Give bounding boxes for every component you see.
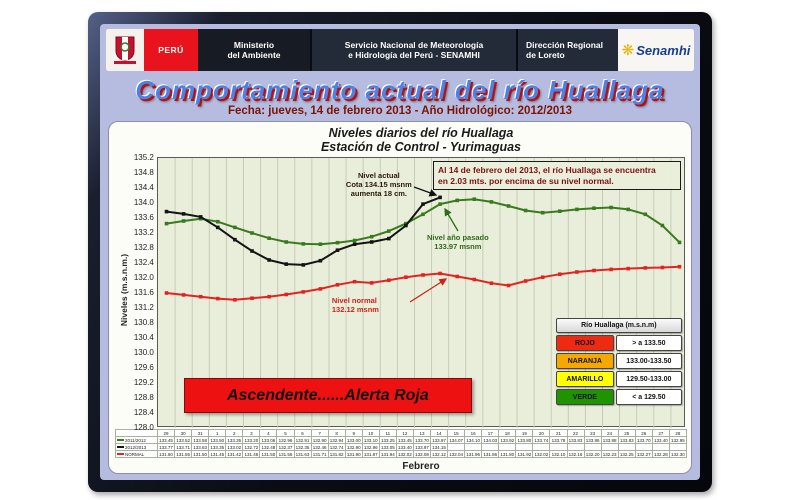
value-cell: 132.35 [295, 444, 310, 450]
value-cell: 133.45 [159, 437, 173, 443]
value-cell: 131.71 [312, 451, 327, 457]
y-tick-label: 134.8 [133, 167, 154, 177]
value-cell: 131.63 [295, 451, 310, 457]
y-tick-label: 132.4 [133, 257, 154, 267]
value-cell: 132.28 [653, 451, 668, 457]
plot-area [157, 157, 685, 427]
value-cell: 131.56 [278, 451, 293, 457]
header-country-label [144, 29, 198, 71]
value-cell: 132.74 [329, 444, 344, 450]
y-tick-label: 128.4 [133, 407, 154, 417]
value-cell: 133.71 [176, 444, 190, 450]
annotation-normal-l2: 132.12 msnm [331, 305, 379, 314]
date-line: Fecha: jueves, 14 de febrero 2013 - Año Hidrológico: 2012/2013 [227, 105, 573, 117]
header-ministry-label [198, 29, 310, 71]
service-line2: e Hidrología del Perú - SENAMHI [348, 50, 480, 60]
annotation-current-level [310, 171, 448, 198]
value-cell [567, 444, 584, 451]
value-cell [669, 444, 686, 451]
alert-level-legend [556, 318, 682, 407]
value-cell: 134.07 [449, 437, 463, 443]
value-cell: 132.90 [346, 444, 361, 450]
annotation-lastyear-level [398, 233, 518, 251]
value-cell: 132.27 [636, 451, 651, 457]
value-cell: 133.20 [244, 437, 259, 443]
y-tick-label: 134.0 [133, 197, 154, 207]
value-cell: 133.63 [193, 444, 208, 450]
value-cell: 133.50 [210, 437, 225, 443]
table-row [116, 444, 687, 451]
header-service-label [310, 29, 518, 71]
day-header-cell: 27 [652, 430, 669, 437]
value-cell: 133.02 [227, 444, 242, 450]
value-cell: 133.45 [398, 437, 412, 443]
value-cell: 131.87 [363, 451, 378, 457]
day-header-cell: 4 [260, 430, 277, 437]
y-tick-label: 135.2 [133, 152, 154, 162]
day-header-cell: 30 [175, 430, 192, 437]
annotation-arrow-lastyear [445, 209, 458, 231]
value-cell: 134.03 [483, 437, 498, 443]
value-cell: 132.46 [312, 444, 327, 450]
value-cell: 132.91 [295, 437, 310, 443]
value-cell: 133.40 [398, 444, 412, 450]
senamhi-logo [618, 29, 694, 71]
annotation-normal-level [320, 296, 432, 314]
day-header-cell: 20 [533, 430, 550, 437]
y-tick-label: 134.4 [133, 182, 154, 192]
table-row [116, 437, 687, 444]
value-cell: 133.88 [602, 437, 617, 443]
day-header-cell: 23 [584, 430, 601, 437]
y-tick-label: 131.2 [133, 302, 154, 312]
value-cell: 133.05 [380, 444, 395, 450]
series-label-cell: 2011/2012 [116, 437, 158, 444]
value-cell: 131.80 [500, 451, 515, 457]
value-cell: 131.96 [466, 451, 481, 457]
page-title: Comportamiento actual del río Huallaga [135, 75, 665, 105]
day-header-cell: 28 [669, 430, 686, 437]
value-cell: 132.23 [602, 451, 617, 457]
value-cell: 133.86 [585, 437, 600, 443]
series-label-cell: NORMAL [116, 451, 158, 458]
value-cell: 133.40 [653, 437, 668, 443]
annotation-normal-l1: Nivel normal [331, 296, 377, 305]
day-header-cell: 26 [635, 430, 652, 437]
value-cell: 132.04 [449, 451, 463, 457]
value-cell: 132.16 [568, 451, 583, 457]
table-header-row [116, 430, 687, 437]
table-row [116, 451, 687, 458]
value-cell: 131.86 [483, 451, 498, 457]
value-cell: 131.60 [159, 451, 173, 457]
y-tick-label: 132.8 [133, 242, 154, 252]
region-line2: de Loreto [526, 50, 565, 60]
y-tick-label: 129.6 [133, 362, 154, 372]
value-cell: 131.45 [210, 451, 225, 457]
value-cell: 133.78 [551, 437, 566, 443]
y-tick-label: 131.6 [133, 287, 154, 297]
value-cell: 131.50 [193, 451, 208, 457]
legend-name-verde: VERDE [556, 389, 614, 405]
day-header-cell: 18 [499, 430, 516, 437]
day-header-cell: 8 [328, 430, 345, 437]
legend-row-rojo [556, 335, 682, 351]
value-cell: 132.90 [312, 437, 327, 443]
value-cell: 132.10 [551, 451, 566, 457]
chart-subtitle: Estación de Control - Yurimaguas [320, 140, 522, 154]
chart-title: Niveles diarios del río Huallaga [328, 126, 514, 140]
value-cell: 131.46 [244, 451, 259, 457]
value-cell [550, 444, 567, 451]
annotation-lastyear-l1: Nivel año pasado [427, 233, 489, 242]
value-cell: 133.92 [500, 437, 515, 443]
day-header-cell: 12 [396, 430, 413, 437]
value-cell: 133.58 [193, 437, 208, 443]
outer-frame [88, 12, 712, 492]
value-cell: 133.83 [619, 437, 634, 443]
annotation-current-l2: Cota 134.15 msnm [345, 180, 412, 189]
chart-card [108, 121, 692, 474]
legend-range-verde: < a 129.50 [616, 389, 682, 405]
value-cell: 133.80 [517, 437, 532, 443]
region-line1: Dirección Regional [526, 40, 603, 50]
value-cell [601, 444, 618, 451]
legend-name-amarillo: AMARILLO [556, 371, 614, 387]
day-header-cell: 29 [158, 430, 175, 437]
day-header-cell: 7 [311, 430, 328, 437]
ministry-line2: del Ambiente [227, 50, 281, 60]
value-cell [584, 444, 601, 451]
value-cell: 132.95 [671, 437, 685, 443]
value-cell: 133.70 [415, 437, 429, 443]
value-cell: 133.52 [176, 437, 190, 443]
header-region-label [518, 29, 618, 71]
value-cell: 134.15 [432, 444, 446, 450]
y-tick-label: 133.6 [133, 212, 154, 222]
y-tick-label: 130.8 [133, 317, 154, 327]
day-header-cell: 2 [226, 430, 243, 437]
legend-row-amarillo [556, 371, 682, 387]
day-header-cell: 9 [345, 430, 362, 437]
value-cell: 131.90 [346, 451, 361, 457]
value-cell: 132.72 [244, 444, 259, 450]
value-cell [482, 444, 499, 451]
value-cell: 132.08 [415, 451, 429, 457]
ministry-line1: Ministerio [233, 40, 275, 50]
annotation-current-l1: Nivel actual [358, 171, 400, 180]
service-line1: Servicio Nacional de Meteorología [344, 40, 484, 50]
day-header-cell: 17 [482, 430, 499, 437]
value-cell: 133.10 [363, 437, 378, 443]
value-cell: 133.97 [432, 437, 446, 443]
value-cell: 134.10 [466, 437, 481, 443]
value-cell: 133.97 [415, 444, 429, 450]
day-header-cell: 11 [379, 430, 396, 437]
value-cell [652, 444, 669, 451]
country-text: PERÚ [158, 45, 184, 55]
day-header-cell: 25 [618, 430, 635, 437]
value-cell: 132.20 [585, 451, 600, 457]
value-cell: 131.92 [517, 451, 532, 457]
value-cell: 132.25 [619, 451, 634, 457]
value-cell: 133.70 [636, 437, 651, 443]
day-header-cell: 24 [601, 430, 618, 437]
series-label-cell: 2012/2013 [116, 444, 158, 451]
legend-row-naranja [556, 353, 682, 369]
y-tick-label: 130.0 [133, 347, 154, 357]
report-panel [100, 24, 700, 480]
value-cell [618, 444, 635, 451]
value-cell [448, 444, 465, 451]
status-line1: Al 14 de febrero del 2013, el río Huallaga se encuentra [438, 165, 656, 175]
value-cell: 132.94 [329, 437, 344, 443]
series-marker-icon [117, 439, 124, 441]
value-cell: 131.55 [176, 451, 190, 457]
annotation-lastyear-l2: 133.97 msnm [434, 242, 482, 251]
daily-values-table [115, 429, 687, 458]
x-axis-title: Febrero [402, 461, 440, 472]
value-cell: 131.42 [227, 451, 242, 457]
value-cell: 133.83 [568, 437, 583, 443]
value-cell: 131.82 [329, 451, 344, 457]
value-cell: 133.35 [210, 444, 225, 450]
y-axis-title [115, 157, 129, 427]
value-cell: 133.25 [380, 437, 395, 443]
legend-row-verde [556, 389, 682, 405]
institutional-header [106, 29, 694, 71]
value-cell [499, 444, 516, 451]
value-cell: 133.00 [346, 437, 361, 443]
annotation-current-l3: aumenta 18 cm. [350, 189, 407, 198]
y-tick-label: 128.0 [133, 422, 154, 432]
value-cell: 133.74 [534, 437, 549, 443]
day-header-cell: 21 [550, 430, 567, 437]
value-cell: 132.02 [534, 451, 549, 457]
day-header-cell: 13 [413, 430, 430, 437]
value-cell: 132.30 [671, 451, 685, 457]
peru-coat-of-arms-icon [106, 29, 144, 71]
value-cell: 132.48 [261, 444, 276, 450]
legend-title: Río Huallaga (m.s.n.m) [556, 318, 682, 333]
day-header-cell: 15 [448, 430, 465, 437]
value-cell [635, 444, 652, 451]
value-cell: 133.77 [159, 444, 173, 450]
day-header-cell: 31 [192, 430, 209, 437]
day-header-cell: 10 [362, 430, 379, 437]
value-cell: 133.35 [227, 437, 242, 443]
day-header-cell: 16 [465, 430, 482, 437]
series-marker-icon [117, 446, 124, 448]
day-header-cell: 6 [294, 430, 311, 437]
legend-name-naranja: NARANJA [556, 353, 614, 369]
legend-range-rojo: > a 133.50 [616, 335, 682, 351]
legend-range-amarillo: 129.50-133.00 [616, 371, 682, 387]
day-header-cell: 19 [516, 430, 533, 437]
value-cell: 132.12 [432, 451, 446, 457]
chart-area [115, 152, 685, 432]
value-cell: 133.06 [261, 437, 276, 443]
value-cell: 132.37 [278, 444, 293, 450]
y-tick-label: 128.8 [133, 392, 154, 402]
value-cell: 132.96 [363, 444, 378, 450]
senamhi-flower-icon: ❋ [621, 42, 635, 59]
day-header-cell: 3 [243, 430, 260, 437]
value-cell: 131.94 [380, 451, 395, 457]
y-axis-ticks [129, 152, 157, 432]
value-cell [465, 444, 482, 451]
value-cell: 131.50 [261, 451, 276, 457]
status-info-box [433, 161, 681, 190]
y-tick-label: 132.0 [133, 272, 154, 282]
value-cell [516, 444, 533, 451]
series-marker-icon [117, 453, 124, 455]
senamhi-wordmark: Senamhi [636, 42, 691, 58]
value-cell: 132.02 [398, 451, 412, 457]
day-header-cell: 14 [431, 430, 448, 437]
legend-name-rojo: ROJO [556, 335, 614, 351]
alert-status-banner: Ascendente......Alerta Roja [184, 378, 472, 413]
y-tick-label: 130.4 [133, 332, 154, 342]
y-axis-title-text: Niveles (m.s.n.m.) [119, 253, 130, 327]
status-line2: en 2.03 mts. por encima de su nivel normal. [438, 175, 614, 186]
value-cell [533, 444, 550, 451]
day-header-cell: 5 [277, 430, 294, 437]
y-tick-label: 133.2 [133, 227, 154, 237]
value-cell: 132.96 [278, 437, 293, 443]
day-header-cell: 22 [567, 430, 584, 437]
legend-range-naranja: 133.00-133.50 [616, 353, 682, 369]
day-header-cell: 1 [209, 430, 226, 437]
y-tick-label: 129.2 [133, 377, 154, 387]
